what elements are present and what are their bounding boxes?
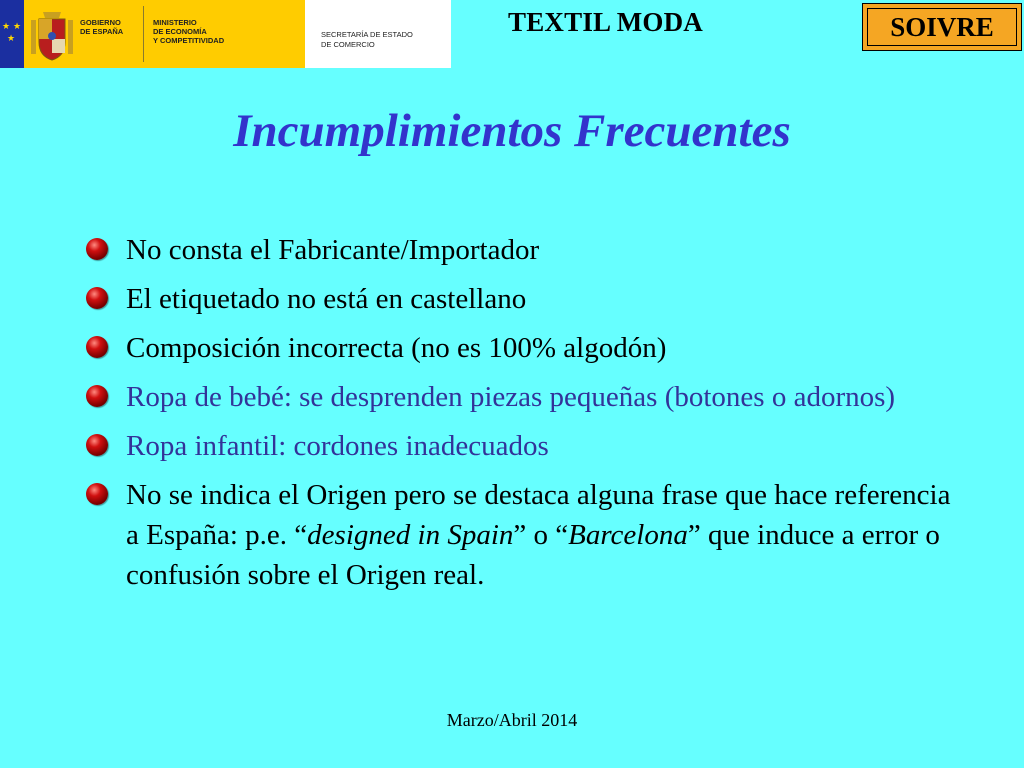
header-title: TEXTIL MODA xyxy=(508,7,703,37)
bullet-item xyxy=(84,426,964,466)
bullet-text: Ropa infantil: cordones inadecuados xyxy=(126,430,549,462)
logo-divider xyxy=(143,6,144,62)
bullet-text: No consta el Fabricante/Importador xyxy=(126,234,540,266)
italic-phrase: Barcelona xyxy=(568,519,688,551)
bullet-item xyxy=(84,279,964,319)
bullet-text-part: ” o “ xyxy=(513,519,569,551)
bullet-icon xyxy=(86,385,108,407)
eu-flag-icon: ★ ★ ★ xyxy=(0,0,24,68)
bullet-text xyxy=(126,479,950,591)
bullet-item xyxy=(84,230,964,270)
coat-of-arms-icon xyxy=(29,6,75,62)
gobierno-text: GOBIERNO DE ESPAÑA xyxy=(80,18,124,36)
bullet-icon xyxy=(86,287,108,309)
footer-date: Marzo/Abril 2014 xyxy=(446,710,578,730)
bullet-item xyxy=(84,475,964,595)
bullet-item xyxy=(84,328,964,368)
slide-title: Incumplimientos Frecuentes xyxy=(233,105,791,157)
bullet-text: El etiquetado no está en castellano xyxy=(126,283,527,315)
secretaria-text: SECRETARÍA DE ESTADO DE COMERCIO xyxy=(321,30,413,49)
bullet-text: Composición incorrecta (no es 100% algodón) xyxy=(126,332,667,364)
bullet-icon xyxy=(86,483,108,505)
soivre-label: SOIVRE xyxy=(890,11,994,42)
bullet-text-part: ” que induce a error o confusión sobre el Origen real. xyxy=(126,519,940,591)
bullet-item xyxy=(84,377,964,417)
government-logo-strip xyxy=(0,0,451,68)
soivre-badge xyxy=(862,3,1022,51)
italic-phrase: designed in Spain xyxy=(307,519,514,551)
bullet-icon xyxy=(86,238,108,260)
secretaria-box xyxy=(305,0,451,68)
bullet-text-part: No se indica el Origen pero se destaca alguna frase que hace referencia a España: p.e. “ xyxy=(126,479,951,551)
bullet-text: Ropa de bebé: se desprenden piezas pequeñas (botones o adornos) xyxy=(126,381,896,413)
bullet-icon xyxy=(86,434,108,456)
soivre-inner-frame xyxy=(867,8,1017,46)
bullet-icon xyxy=(86,336,108,358)
bullet-list xyxy=(84,230,964,604)
ministerio-text: MINISTERIO DE ECONOMÍA Y COMPETITIVIDAD xyxy=(153,18,225,45)
